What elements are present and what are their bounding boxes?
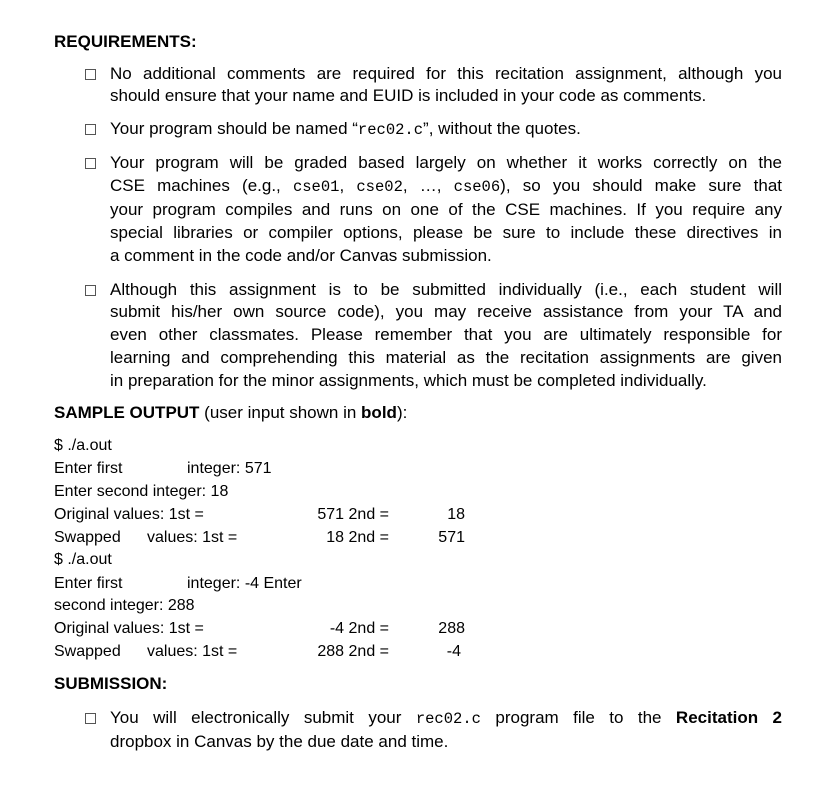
run1-prompt2: Enter second integer: 18 (54, 483, 229, 500)
run1-original-label: Original values: 1st = (54, 506, 204, 523)
run2-original-value: 288 (438, 620, 465, 637)
run2-swapped-mid: 288 2nd = (317, 643, 389, 660)
checkbox-icon (85, 285, 96, 296)
req3-line1: Your program will be graded based largely on whether it works correctly on the (110, 153, 782, 172)
req4-line1: Although this assignment is to be submitted individually (i.e., each student will (110, 280, 782, 299)
run1-prompt1-value: integer: 571 (187, 460, 272, 477)
requirements-heading: REQUIREMENTS: (54, 32, 197, 51)
run2-swapped-label-b: values: 1st = (147, 643, 238, 660)
run1-command: $ ./a.out (54, 437, 112, 454)
req4-line3: even other classmates. Please remember that you are ultimately responsible for (110, 325, 782, 344)
run2-command: $ ./a.out (54, 551, 112, 568)
req4-line2: submit his/her own source code), you may receive assistance from your TA and (110, 302, 782, 321)
run1-swapped-label-a: Swapped (54, 529, 121, 546)
submission-heading: SUBMISSION: (54, 674, 168, 693)
checkbox-icon (85, 69, 96, 80)
run1-swapped-label-b: values: 1st = (147, 529, 238, 546)
req3-line4: special libraries or compiler options, please be sure to include these directives in (110, 223, 782, 242)
run2-swapped-value: -4 (446, 643, 461, 660)
sample-output-heading: SAMPLE OUTPUT (user input shown in bold): (54, 403, 408, 422)
run2-prompt1-value: integer: -4 Enter (187, 575, 302, 592)
run2-prompt1-label: Enter first (54, 575, 123, 592)
req4-line4: learning and comprehending this material as the recitation assignments are given (110, 348, 782, 367)
checkbox-icon (85, 713, 96, 724)
run2-swapped-label-a: Swapped (54, 643, 121, 660)
submission-line1: You will electronically submit your rec02.c program file to the Recitation 2 (110, 708, 782, 728)
req1-line1: No additional comments are required for this recitation assignment, although you (110, 64, 782, 83)
run2-original-label: Original values: 1st = (54, 620, 204, 637)
req1-line2: should ensure that your name and EUID is included in your code as comments. (110, 86, 707, 105)
run1-prompt1-label: Enter first (54, 460, 123, 477)
run1-swapped-mid: 18 2nd = (326, 529, 389, 546)
checkbox-icon (85, 124, 96, 135)
req3-line5: a comment in the code and/or Canvas submission. (110, 246, 492, 265)
run1-swapped-value: 571 (438, 529, 465, 546)
checkbox-icon (85, 158, 96, 169)
run2-prompt2: second integer: 288 (54, 597, 195, 614)
run1-original-mid: 571 2nd = (317, 506, 389, 523)
run1-original-value: 18 (447, 506, 465, 523)
req3-line2: CSE machines (e.g., cse01, cse02, …, cse06), so you should make sure that (110, 176, 782, 196)
req4-line5: in preparation for the minor assignments, which must be completed individually. (110, 371, 707, 390)
req2-line: Your program should be named “rec02.c”, without the quotes. (110, 119, 581, 139)
req3-line3: your program compiles and runs on one of the CSE machines. If you require any (110, 200, 782, 219)
submission-line2: dropbox in Canvas by the due date and time. (110, 732, 449, 751)
run2-original-mid: -4 2nd = (329, 620, 389, 637)
